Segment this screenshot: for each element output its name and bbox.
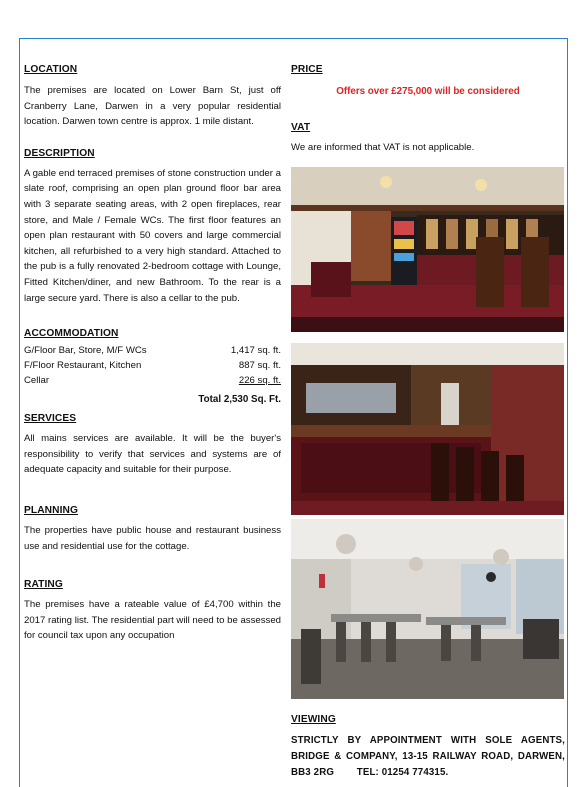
description-text: A gable end terraced premises of stone construction under a slate roof, comprising an open plan ground floor bar area with 3 separate seating areas, with 2 open fireplaces, rear store, and Male / Female WCs. The first floor features an open plan restaurant with 50 covers and large commercial kitchen, all refurbished to a very high standard. Attached to the pub is a fully renovated 2-bedroom cottage with Lounge, Fitted Kitchen/diner, and new Bathroom. To the rear is a large secure yard. There is also a cellar to the pub.	[24, 167, 281, 304]
accommodation-total: Total 2,530 Sq. Ft.	[198, 394, 281, 406]
accommodation-row-label: F/Floor Restaurant, Kitchen	[24, 360, 142, 372]
vat-text: We are informed that VAT is not applicable.	[291, 142, 475, 153]
accommodation-row	[24, 358, 281, 373]
location-heading: LOCATION	[24, 64, 78, 75]
services-heading: SERVICES	[24, 413, 77, 425]
accommodation-row-label: G/Floor Bar, Store, M/F WCs	[24, 345, 147, 357]
accommodation-table	[24, 343, 281, 407]
price-offer-text: Offers over £275,000 will be considered	[336, 86, 520, 97]
accommodation-row-value: 1,417 sq. ft.	[230, 345, 281, 357]
photo-bar-area	[291, 167, 564, 332]
services-text: All mains services are available. It will be the buyer's responsibility to verify that services and systems are of adequate capacity and suitable for their purpose.	[24, 433, 281, 476]
right-column	[291, 64, 565, 156]
accommodation-row-value: 226 sq. ft.	[238, 375, 281, 387]
accommodation-row	[24, 343, 281, 358]
description-heading: DESCRIPTION	[24, 147, 95, 159]
viewing-section	[291, 714, 568, 781]
viewing-text: STRICTLY BY APPOINTMENT WITH SOLE AGENTS, BRIDGE & COMPANY, 13-15 RAILWAY ROAD, DARWEN, BB3 2RG TEL: 01254 774315.	[291, 735, 568, 778]
accommodation-row	[24, 373, 281, 388]
price-heading: PRICE	[291, 64, 323, 75]
accommodation-row-label: Cellar	[24, 375, 50, 387]
viewing-heading: VIEWING	[291, 714, 336, 725]
accommodation-heading: ACCOMMODATION	[24, 328, 119, 340]
accommodation-row-value: 887 sq. ft.	[238, 360, 281, 372]
rating-text: The premises have a rateable value of £4,700 within the 2017 rating list. The residential part will need to be assessed for council tax upon any occupation	[24, 599, 281, 642]
photo-restaurant	[291, 519, 564, 699]
rating-heading: RATING	[24, 579, 63, 591]
left-column	[24, 64, 281, 644]
vat-heading: VAT	[291, 122, 311, 133]
planning-heading: PLANNING	[24, 504, 79, 516]
location-text: The premises are located on Lower Barn St, just off Cranberry Lane, Darwen in a very popular residential location. Darwen town centre is approx. 1 mile distant.	[24, 85, 281, 128]
planning-text: The properties have public house and restaurant business use and residential use for the cottage.	[24, 524, 281, 552]
photo-bar-counter	[291, 343, 564, 515]
